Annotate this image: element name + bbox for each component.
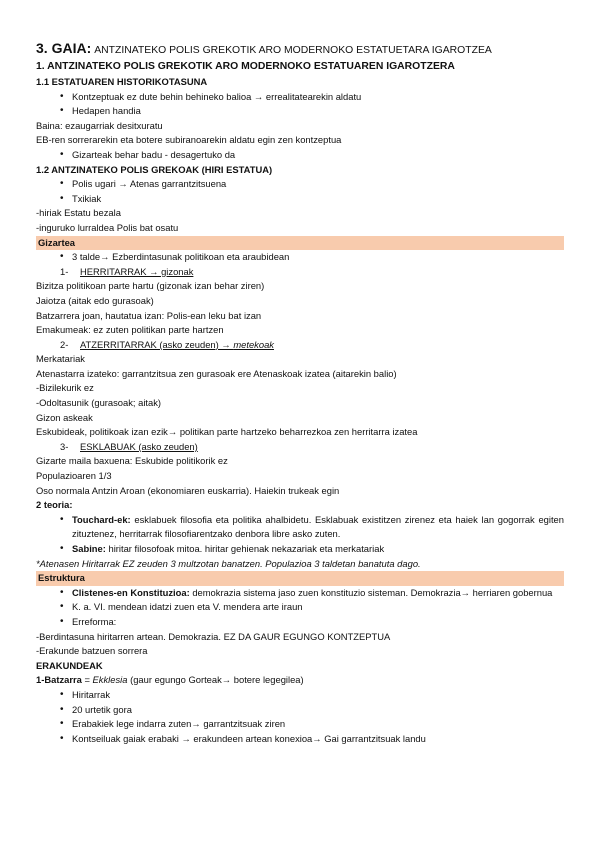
list-item: • 3 talde→ Ezberdintasunak politikoan eta araubidean xyxy=(36,250,564,265)
list-item: • Polis ugari → Atenas garrantzitsuena xyxy=(36,177,564,192)
list-item: • Erreforma: xyxy=(36,615,564,630)
erakundeak-heading: ERAKUNDEAK xyxy=(36,659,103,671)
paragraph: 1-Batzarra = Ekklesia (gaur egungo Gorteak→ botere legegilea) xyxy=(36,674,304,686)
list-item: • Erabakiek lege indarra zuten→ garrantzitsuak ziren xyxy=(36,717,564,732)
chapter-number: 3. GAIA: xyxy=(36,40,92,56)
chapter-title-text: ANTZINATEKO POLIS GREKOTIK ARO MODERNOKO ESTATUETARA IGAROTZEA xyxy=(94,45,492,56)
section-1-heading: 1. ANTZINATEKO POLIS GREKOTIK ARO MODERNOKO ESTATUAREN IGAROTZERA xyxy=(36,61,455,72)
list-item: • Kontzeptuak ez dute behin behineko balioa → errealitatearekin aldatu xyxy=(36,90,564,105)
list-item: • Txikiak xyxy=(36,192,564,207)
list-item: • Clistenes-en Konstituzioa: demokrazia sistema jaso zuen konstituzio sisteman. Demokrazia→ herriaren gobernua xyxy=(36,586,564,601)
section-1-2-heading: 1.2 ANTZINATEKO POLIS GREKOAK (HIRI ESTATUA) xyxy=(36,163,273,175)
paragraph: Bizitza politikoan parte hartu (gizonak izan behar ziren) xyxy=(36,280,265,292)
paragraph: Jaiotza (aitak edo gurasoak) xyxy=(36,294,154,306)
paragraph: -Erakunde batzuen sorrera xyxy=(36,645,148,657)
paragraph: -Berdintasuna hiritarren artean. Demokrazia. EZ DA GAUR EGUNGO KONTZEPTUA xyxy=(36,630,391,642)
numbered-item: 3- ESKLABUAK (asko zeuden) xyxy=(60,440,198,452)
document-page xyxy=(36,40,564,746)
section-band-estruktura: Estruktura xyxy=(36,571,564,586)
paragraph: Atenastarra izateko: garrantzitsua zen gurasoak ere Atenaskoak izatea (aitarekin balio) xyxy=(36,367,397,379)
list-item: • Kontseiluak gaiak erabaki → erakundeen artean konexioa→ Gai garrantzitsuak landu xyxy=(36,732,564,747)
list-item: • Touchard-ek: esklabuek filosofia eta politika ahalbidetu. Esklabuak existitzen zirenez eta haiek lan gogorrak egiten zituztenez, herritarrak filosofiarentzako denbora libre asko zuten. xyxy=(36,513,564,542)
list-item: • Hedapen handia xyxy=(36,104,564,119)
paragraph: -Odoltasunik (gurasoak; aitak) xyxy=(36,397,162,409)
paragraph: Populazioaren 1/3 xyxy=(36,470,112,482)
list-item: • Gizarteak behar badu - desagertuko da xyxy=(36,148,564,163)
paragraph: Merkatariak xyxy=(36,353,85,365)
list-item: • Sabine: hiritar filosofoak mitoa. hiritar gehienak nekazariak eta merkatariak xyxy=(36,542,564,557)
paragraph: Gizon askeak xyxy=(36,411,93,423)
list-item: • 20 urtetik gora xyxy=(36,703,564,718)
paragraph: Eskubideak, politikoak izan ezik→ politikan parte hartzeko beharrezkoa zen herritarra izatea xyxy=(36,426,418,438)
note: *Atenasen Hiritarrak EZ zeuden 3 multzotan banatzen. Populazioa 3 taldetan banatuta dago. xyxy=(36,557,421,569)
list-item: • K. a. VI. mendean idatzi zuen eta V. mendera arte iraun xyxy=(36,600,564,615)
paragraph: Gizarte maila baxuena: Eskubide politikorik ez xyxy=(36,455,228,467)
paragraph: Batzarrera joan, hautatua izan: Polis-ean leku bat izan xyxy=(36,309,262,321)
numbered-item: 2- ATZERRITARRAK (asko zeuden) → metekoak xyxy=(60,338,274,350)
numbered-item: 1- HERRITARRAK → gizonak xyxy=(60,265,194,277)
paragraph: -Bizilekurik ez xyxy=(36,382,94,394)
paragraph: -inguruko lurraldea Polis bat osatu xyxy=(36,221,179,233)
paragraph: EB-ren sorrerarekin eta botere subiranoarekin aldatu egin zen kontzeptua xyxy=(36,134,342,146)
paragraph: Baina: ezaugarriak desitxuratu xyxy=(36,119,163,131)
section-1-1-heading: 1.1 ESTATUAREN HISTORIKOTASUNA xyxy=(36,76,208,87)
paragraph: -hiriak Estatu bezala xyxy=(36,207,121,219)
chapter-title xyxy=(36,40,564,59)
theories-heading: 2 teoria: xyxy=(36,499,73,511)
paragraph: Oso normala Antzin Aroan (ekonomiaren euskarria). Haiekin trukeak egin xyxy=(36,484,340,496)
section-band-gizartea: Gizartea xyxy=(36,236,564,251)
list-item: • Hiritarrak xyxy=(36,688,564,703)
paragraph: Emakumeak: ez zuten politikan parte hartzen xyxy=(36,324,224,336)
